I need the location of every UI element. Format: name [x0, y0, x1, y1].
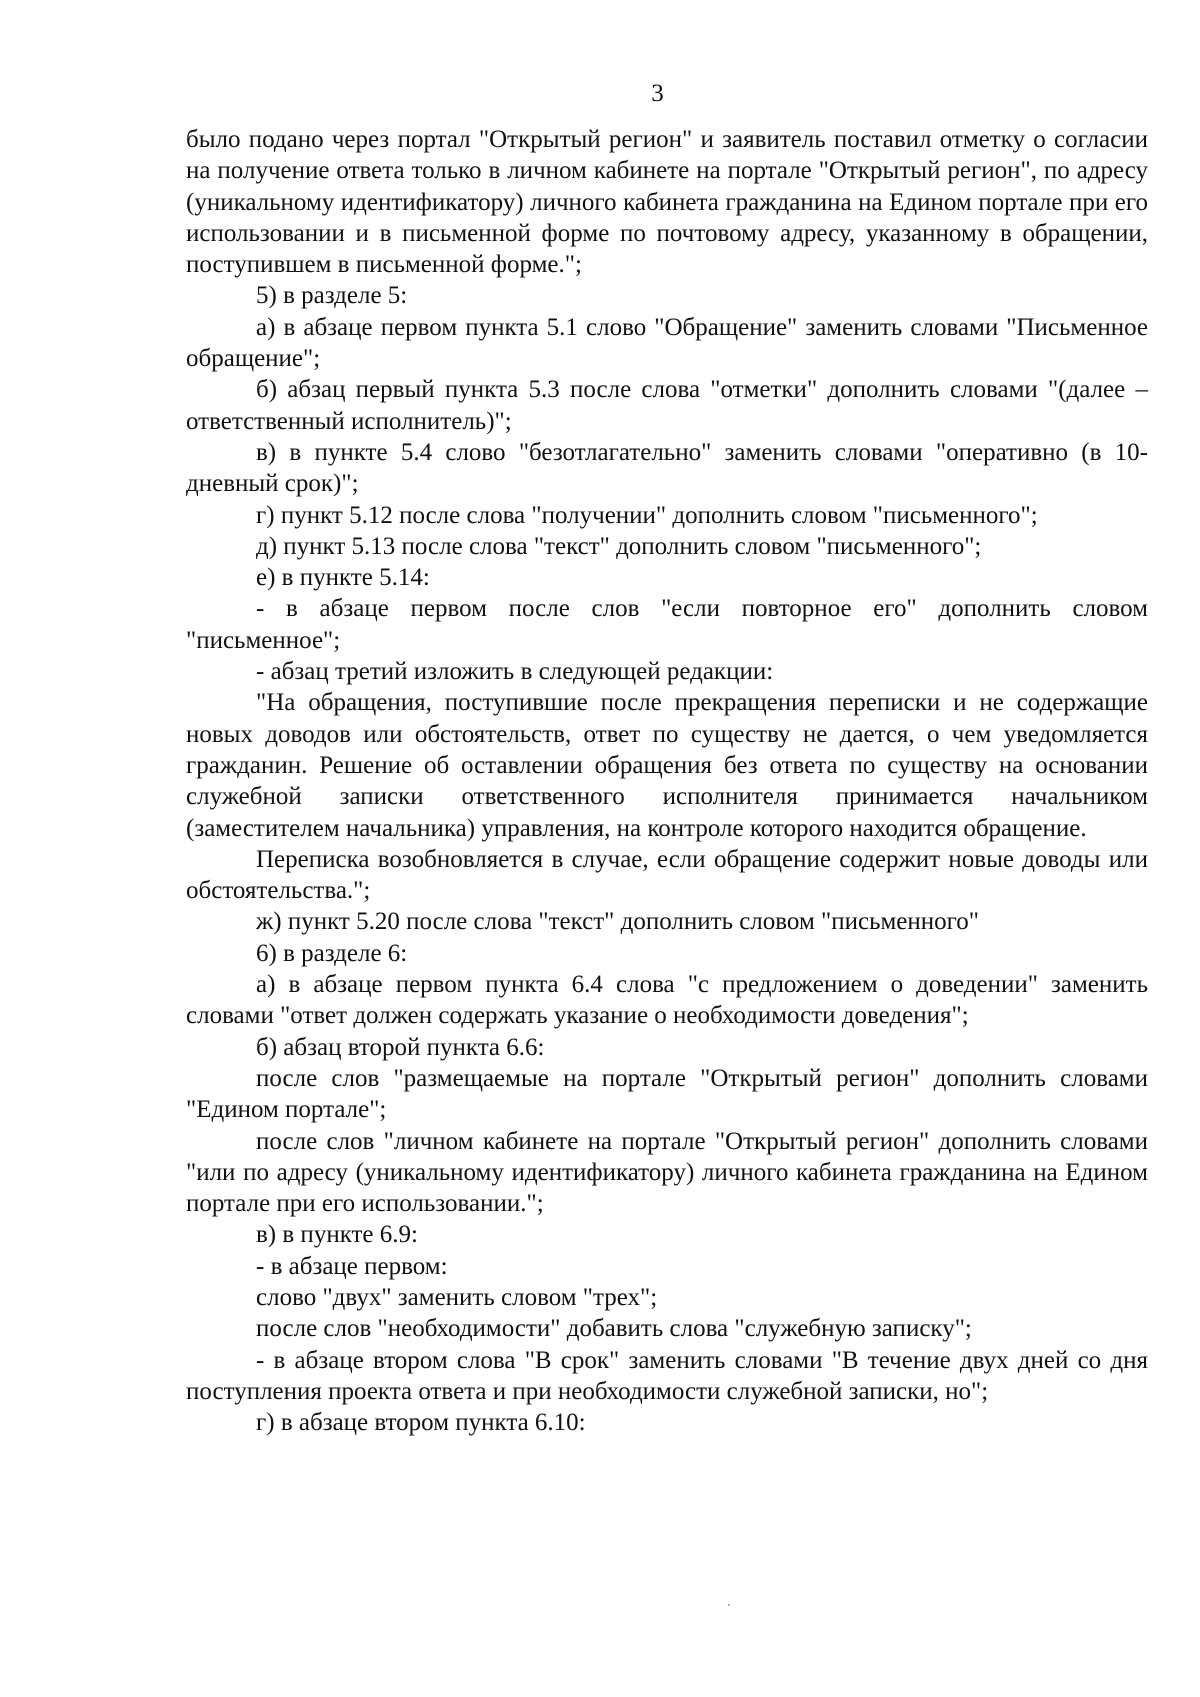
paragraph: е) в пункте 5.14:	[256, 564, 430, 592]
paragraph: "На обращения, поступившие после прекращения переписки и не содержащие новых доводов или обстоятельств, ответ по существу не дается, о чем уведомляется гражданин. Решение об оставлении обращения без ответа по существу на основании служебной записки ответственного исполнителя принимается начальником (заместителем начальника) управления, на контроле которого находится обращение.	[186, 689, 1148, 842]
paragraph: 5) в разделе 5:	[256, 282, 408, 310]
paragraph: - в абзаце первом после слов "если повторное его" дополнить словом "письменное";	[186, 595, 1148, 654]
paragraph: б) абзац второй пункта 6.6:	[256, 1033, 545, 1061]
paragraph: Переписка возобновляется в случае, если обращение содержит новые доводы или обстоятельства.";	[186, 845, 1148, 905]
paragraph: а) в абзаце первом пункта 5.1 слово "Обращение" заменить словами "Письменное обращение";	[186, 313, 1148, 373]
page-number: 3	[651, 80, 664, 107]
paragraph: ж) пункт 5.20 после слова "текст" дополнить словом "письменного"	[256, 908, 979, 936]
paragraph: было подано через портал "Открытый регион" и заявитель поставил отметку о согласии на получение ответа только в личном кабинете на портале "Открытый регион", по адресу (уникальному идентификатору) личного кабинета гражданина на Едином портале при его использовании и в письменной форме по почтовому адресу, указанному в обращении, поступившем в письменной форме.";	[186, 126, 1148, 279]
paragraph: г) в абзаце втором пункта 6.10:	[256, 1409, 586, 1437]
paragraph: после слов "необходимости" добавить слова "служебную записку";	[256, 1315, 972, 1343]
paragraph: 6) в разделе 6:	[256, 939, 408, 967]
paragraph: слово "двух" заменить словом "трех";	[256, 1283, 658, 1311]
paragraph: в) в пункте 5.4 слово "безотлагательно" заменить словами "оперативно (в 10-дневный срок)";	[186, 438, 1148, 498]
scan-speck	[728, 1604, 730, 1606]
paragraph: г) пункт 5.12 после слова "получении" дополнить словом "письменного";	[256, 501, 1038, 529]
paragraph: - абзац третий изложить в следующей редакции:	[256, 658, 774, 686]
paragraph: после слов "личном кабинете на портале "Открытый регион" дополнить словами "или по адресу (уникальному идентификатору) личного кабинета гражданина на Едином портале при его использовании.";	[186, 1127, 1148, 1218]
paragraph: после слов "размещаемые на портале "Открытый регион" дополнить словами "Едином портале";	[186, 1064, 1148, 1124]
paragraph: - в абзаце первом:	[256, 1252, 448, 1280]
paragraph: д) пункт 5.13 после слова "текст" дополнить словом "письменного";	[256, 532, 982, 560]
paragraph: - в абзаце втором слова "В срок" заменить словами "В течение двух дней со дня поступления проекта ответа и при необходимости служебной записки, но";	[186, 1346, 1148, 1405]
paragraph: а) в абзаце первом пункта 6.4 слова "с предложением о доведении" заменить словами "ответ должен содержать указание о необходимости доведения";	[186, 971, 1148, 1030]
document-body	[186, 124, 1148, 1438]
paragraph: б) абзац первый пункта 5.3 после слова "отметки" дополнить словами "(далее – ответственный исполнитель)";	[186, 376, 1148, 435]
paragraph: в) в пункте 6.9:	[256, 1221, 418, 1249]
